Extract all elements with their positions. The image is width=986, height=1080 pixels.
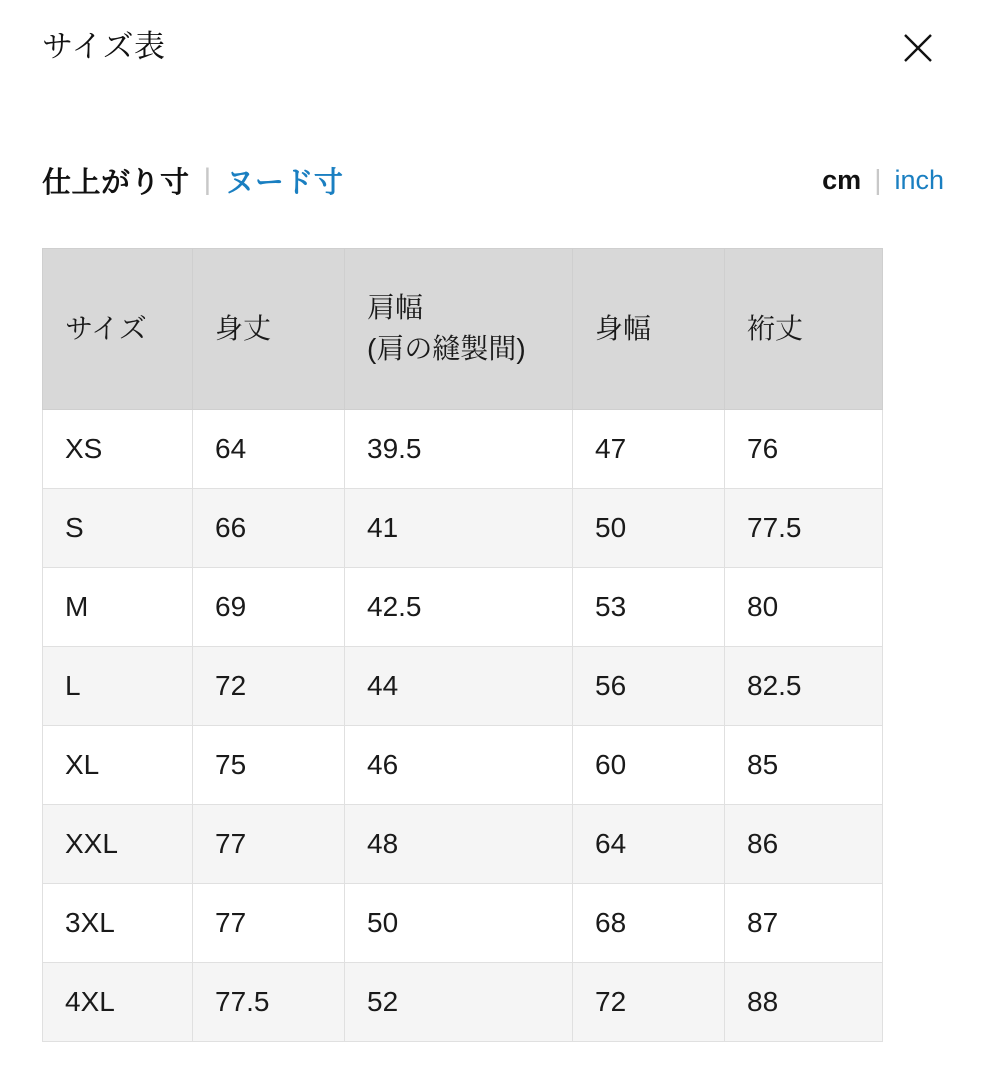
- cell-body-length: 64: [193, 410, 345, 489]
- cell-chest-width: 47: [573, 410, 725, 489]
- column-header-shoulder-width-line1: 肩幅: [367, 292, 424, 324]
- cell-size: XXL: [43, 805, 193, 884]
- measurement-toggle-group: [42, 160, 343, 201]
- table-row: [43, 726, 883, 805]
- table-row: [43, 489, 883, 568]
- table-row: [43, 805, 883, 884]
- table-row: [43, 568, 883, 647]
- column-header-body-length-line1: 身丈: [215, 312, 272, 344]
- cell-chest-width: 56: [573, 647, 725, 726]
- unit-separator: |: [874, 164, 882, 195]
- close-icon[interactable]: [896, 26, 940, 70]
- unit-inch[interactable]: inch: [894, 164, 944, 195]
- close-icon-glyph: [901, 31, 935, 65]
- cell-size: S: [43, 489, 193, 568]
- column-header-body-length: [193, 249, 345, 410]
- cell-shoulder-width: 50: [345, 884, 573, 963]
- size-table-head: [43, 249, 883, 410]
- cell-size: XL: [43, 726, 193, 805]
- cell-chest-width: 53: [573, 568, 725, 647]
- table-row: [43, 647, 883, 726]
- cell-sleeve-length: 86: [725, 805, 883, 884]
- column-header-size: [43, 249, 193, 410]
- modal-header: [42, 0, 944, 92]
- cell-chest-width: 50: [573, 489, 725, 568]
- cell-size: 4XL: [43, 963, 193, 1042]
- cell-size: 3XL: [43, 884, 193, 963]
- cell-body-length: 77: [193, 805, 345, 884]
- cell-body-length: 72: [193, 647, 345, 726]
- cell-sleeve-length: 77.5: [725, 489, 883, 568]
- unit-toggle-group: [822, 165, 944, 196]
- table-row: [43, 410, 883, 489]
- cell-chest-width: 64: [573, 805, 725, 884]
- table-row: [43, 963, 883, 1042]
- tab-finished-measurement[interactable]: 仕上がり寸: [42, 166, 190, 199]
- cell-sleeve-length: 82.5: [725, 647, 883, 726]
- cell-shoulder-width: 48: [345, 805, 573, 884]
- cell-body-length: 75: [193, 726, 345, 805]
- cell-size: M: [43, 568, 193, 647]
- page-title: サイズ表: [42, 29, 166, 64]
- size-table: [42, 248, 883, 1042]
- cell-sleeve-length: 87: [725, 884, 883, 963]
- cell-body-length: 66: [193, 489, 345, 568]
- cell-body-length: 69: [193, 568, 345, 647]
- unit-cm[interactable]: cm: [822, 164, 862, 195]
- column-header-chest-width: [573, 249, 725, 410]
- column-header-sleeve-length: [725, 249, 883, 410]
- cell-size: L: [43, 647, 193, 726]
- cell-chest-width: 72: [573, 963, 725, 1042]
- cell-shoulder-width: 39.5: [345, 410, 573, 489]
- cell-sleeve-length: 80: [725, 568, 883, 647]
- cell-body-length: 77: [193, 884, 345, 963]
- size-table-body: [43, 410, 883, 1042]
- cell-body-length: 77.5: [193, 963, 345, 1042]
- cell-shoulder-width: 46: [345, 726, 573, 805]
- size-table-wrapper: [42, 248, 882, 1042]
- column-header-sleeve-length-line1: 裄丈: [747, 312, 804, 344]
- cell-chest-width: 68: [573, 884, 725, 963]
- cell-shoulder-width: 41: [345, 489, 573, 568]
- cell-size: XS: [43, 410, 193, 489]
- cell-shoulder-width: 42.5: [345, 568, 573, 647]
- column-header-shoulder-width-line2: (肩の縫製間): [367, 333, 526, 364]
- cell-sleeve-length: 88: [725, 963, 883, 1042]
- toggle-separator: |: [203, 163, 212, 196]
- cell-shoulder-width: 52: [345, 963, 573, 1042]
- column-header-size-line1: サイズ: [65, 312, 147, 344]
- table-row: [43, 884, 883, 963]
- column-header-shoulder-width: [345, 249, 573, 410]
- tab-body-measurement[interactable]: ヌード寸: [225, 166, 344, 199]
- cell-shoulder-width: 44: [345, 647, 573, 726]
- toggle-row: [42, 148, 944, 212]
- column-header-chest-width-line1: 身幅: [595, 312, 652, 344]
- cell-chest-width: 60: [573, 726, 725, 805]
- table-header-row: [43, 249, 883, 410]
- cell-sleeve-length: 76: [725, 410, 883, 489]
- cell-sleeve-length: 85: [725, 726, 883, 805]
